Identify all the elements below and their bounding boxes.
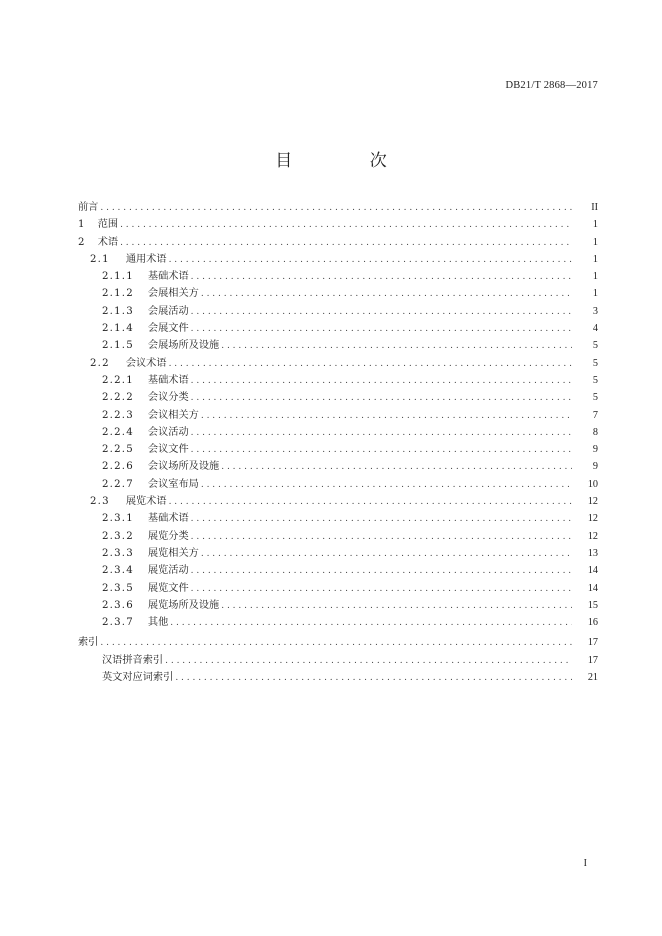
toc-entry-page: 17 xyxy=(587,637,598,649)
toc-entry-number: 2.1.3 xyxy=(102,305,134,317)
toc-dot-leader xyxy=(201,286,572,303)
toc-entry-label: 会议场所及设施 xyxy=(147,461,220,473)
toc-entry[interactable] xyxy=(78,493,598,510)
toc-dot-leader xyxy=(221,459,572,476)
toc-entry[interactable] xyxy=(78,669,598,686)
toc-entry-label: 通用术语 xyxy=(125,253,167,265)
toc-entry-number: 2.1.2 xyxy=(102,288,134,300)
toc-entry[interactable] xyxy=(78,652,598,669)
toc-entry-label: 基础术语 xyxy=(147,374,189,386)
toc-entry[interactable] xyxy=(78,476,598,493)
toc-entry-label: 会展活动 xyxy=(147,305,189,317)
toc-entry-number: 2.2.7 xyxy=(102,478,134,490)
toc-entry[interactable] xyxy=(78,199,598,216)
toc-entry-page: 15 xyxy=(587,599,598,611)
toc-entry-page: 8 xyxy=(592,426,598,438)
toc-dot-leader xyxy=(191,269,572,286)
toc-entry-page: 12 xyxy=(587,513,598,525)
toc-dot-leader xyxy=(165,653,572,670)
toc-entry-number: 2.3.7 xyxy=(102,617,134,629)
toc-entry-page: 10 xyxy=(587,478,598,490)
toc-entry[interactable] xyxy=(78,268,598,285)
toc-dot-leader xyxy=(169,252,572,269)
toc-entry-page: 1 xyxy=(592,219,598,231)
toc-entry-page: 9 xyxy=(592,461,598,473)
toc-entry-page: 12 xyxy=(587,496,598,508)
toc-entry-label: 展览文件 xyxy=(147,582,189,594)
toc-entry-label: 基础术语 xyxy=(147,271,189,283)
toc-entry[interactable] xyxy=(78,407,598,424)
toc-entry-page: 14 xyxy=(587,582,598,594)
toc-entry-number: 2.2.1 xyxy=(102,374,134,386)
toc-entry-number: 2.2.4 xyxy=(102,426,134,438)
toc-entry[interactable] xyxy=(78,580,598,597)
toc-dot-leader xyxy=(191,321,572,338)
toc-entry-label: 英文对应词索引 xyxy=(102,672,174,684)
toc-entry-page: 5 xyxy=(592,374,598,386)
toc-entry-label: 会展场所及设施 xyxy=(147,340,220,352)
toc-entry-page: 1 xyxy=(592,271,598,283)
toc-entry-number: 2.2.5 xyxy=(102,444,134,456)
toc-entry[interactable] xyxy=(78,634,598,651)
toc-entry-number: 2.2 xyxy=(90,357,110,369)
toc-entry-number: 2.3.2 xyxy=(102,530,134,542)
toc-dot-leader xyxy=(191,304,572,321)
toc-entry-number: 2.3.1 xyxy=(102,513,134,525)
toc-entry-page: 16 xyxy=(587,617,598,629)
toc-entry-number: 2.2.3 xyxy=(102,409,134,421)
toc-entry[interactable] xyxy=(78,389,598,406)
toc-dot-leader xyxy=(191,373,572,390)
toc-dot-leader xyxy=(169,494,572,511)
toc-entry-label: 展览相关方 xyxy=(147,547,199,559)
toc-dot-leader xyxy=(191,563,572,580)
toc-entry[interactable] xyxy=(78,597,598,614)
toc-entry[interactable] xyxy=(78,285,598,302)
toc-entry-page: 7 xyxy=(592,409,598,421)
toc-dot-leader xyxy=(191,390,572,407)
toc-entry-label: 前言 xyxy=(78,202,99,213)
toc-entry-number: 2.3.6 xyxy=(102,599,134,611)
toc-entry[interactable] xyxy=(78,355,598,372)
toc-entry-page: 13 xyxy=(587,547,598,559)
toc-entry-number: 1 xyxy=(78,219,86,231)
toc-entry-number: 2.3.4 xyxy=(102,565,134,577)
toc-entry-label: 其他 xyxy=(147,617,169,629)
toc-entry-page: 5 xyxy=(592,392,598,404)
toc-entry[interactable] xyxy=(78,234,598,251)
toc-entry-label: 基础术语 xyxy=(147,513,189,525)
toc-entry-number: 2.1.4 xyxy=(102,323,134,335)
toc-entry-label: 会议分类 xyxy=(147,392,189,404)
toc-entry[interactable] xyxy=(78,562,598,579)
toc-entry-number: 2.1 xyxy=(90,253,110,265)
toc-dot-leader xyxy=(201,408,572,425)
toc-entry-page: 5 xyxy=(592,357,598,369)
document-code: DB21/T 2868—2017 xyxy=(505,80,598,91)
toc-entry-page: 1 xyxy=(592,236,598,248)
toc-entry[interactable] xyxy=(78,424,598,441)
toc-entry-page: 1 xyxy=(592,288,598,300)
toc-entry-number: 2.1.1 xyxy=(102,271,134,283)
toc-entry[interactable] xyxy=(78,216,598,233)
toc-dot-leader xyxy=(191,511,572,528)
toc-dot-leader xyxy=(201,546,572,563)
toc-entry[interactable] xyxy=(78,510,598,527)
toc-entry-label: 会展相关方 xyxy=(147,288,199,300)
toc-entry-label: 会议文件 xyxy=(147,444,189,456)
toc-entry-label: 范围 xyxy=(97,219,119,231)
toc-entry-number: 2.3.5 xyxy=(102,582,134,594)
toc-entry-label: 展览活动 xyxy=(147,565,189,577)
toc-entry[interactable] xyxy=(78,337,598,354)
toc-entry-label: 会议相关方 xyxy=(147,409,199,421)
toc-entry-number: 2.2.2 xyxy=(102,392,134,404)
toc-entry-page: 9 xyxy=(592,444,598,456)
toc-dot-leader xyxy=(120,235,572,252)
toc-entry[interactable] xyxy=(78,614,598,631)
toc-entry-page: 12 xyxy=(587,530,598,542)
toc-entry-label: 会展文件 xyxy=(147,323,189,335)
toc-entry-page: 14 xyxy=(587,565,598,577)
toc-entry-label: 术语 xyxy=(97,236,119,248)
toc-dot-leader xyxy=(175,670,572,687)
toc-entry-label: 会议室布局 xyxy=(147,478,199,490)
toc-entry-number: 2.1.5 xyxy=(102,340,134,352)
toc-entry-number: 2.3 xyxy=(90,496,110,508)
toc-dot-leader xyxy=(191,529,572,546)
page-title: 目 次 xyxy=(275,151,423,171)
toc-entry[interactable] xyxy=(78,528,598,545)
toc-entry-label: 展览术语 xyxy=(125,496,167,508)
toc-entry-number: 2.2.6 xyxy=(102,461,134,473)
toc-dot-leader xyxy=(170,615,572,632)
toc-entry[interactable] xyxy=(78,441,598,458)
toc-dot-leader xyxy=(100,200,572,217)
toc-entry-number: 2.3.3 xyxy=(102,547,134,559)
toc-dot-leader xyxy=(100,635,572,652)
toc-entry-label: 会议活动 xyxy=(147,426,189,438)
toc-dot-leader xyxy=(221,598,572,615)
toc-dot-leader xyxy=(169,356,572,373)
toc-entry-page: 21 xyxy=(587,672,598,684)
toc-dot-leader xyxy=(221,338,572,355)
toc-entry[interactable] xyxy=(78,251,598,268)
toc-entry-page: 3 xyxy=(592,305,598,317)
toc-dot-leader xyxy=(120,217,572,234)
toc-entry[interactable] xyxy=(78,545,598,562)
toc-entry-label: 索引 xyxy=(78,637,99,649)
toc-dot-leader xyxy=(191,442,572,459)
toc-entry-label: 汉语拼音索引 xyxy=(102,654,164,666)
toc-entry-page: 5 xyxy=(592,340,598,352)
toc-entry[interactable] xyxy=(78,372,598,389)
toc-dot-leader xyxy=(201,477,572,494)
table-of-contents xyxy=(78,199,598,686)
toc-entry[interactable] xyxy=(78,320,598,337)
toc-entry-page: 4 xyxy=(592,323,598,335)
toc-entry-label: 展览分类 xyxy=(147,530,189,542)
toc-entry-label: 会议术语 xyxy=(125,357,167,369)
toc-entry-number: 2 xyxy=(78,236,86,248)
toc-entry-page: II xyxy=(591,202,598,213)
toc-entry-page: 17 xyxy=(587,654,598,666)
toc-dot-leader xyxy=(191,581,572,598)
toc-entry[interactable] xyxy=(78,303,598,320)
toc-dot-leader xyxy=(191,425,572,442)
toc-entry-label: 展览场所及设施 xyxy=(147,599,220,611)
toc-entry-page: 1 xyxy=(592,253,598,265)
page-number: I xyxy=(583,858,587,869)
toc-entry[interactable] xyxy=(78,458,598,475)
